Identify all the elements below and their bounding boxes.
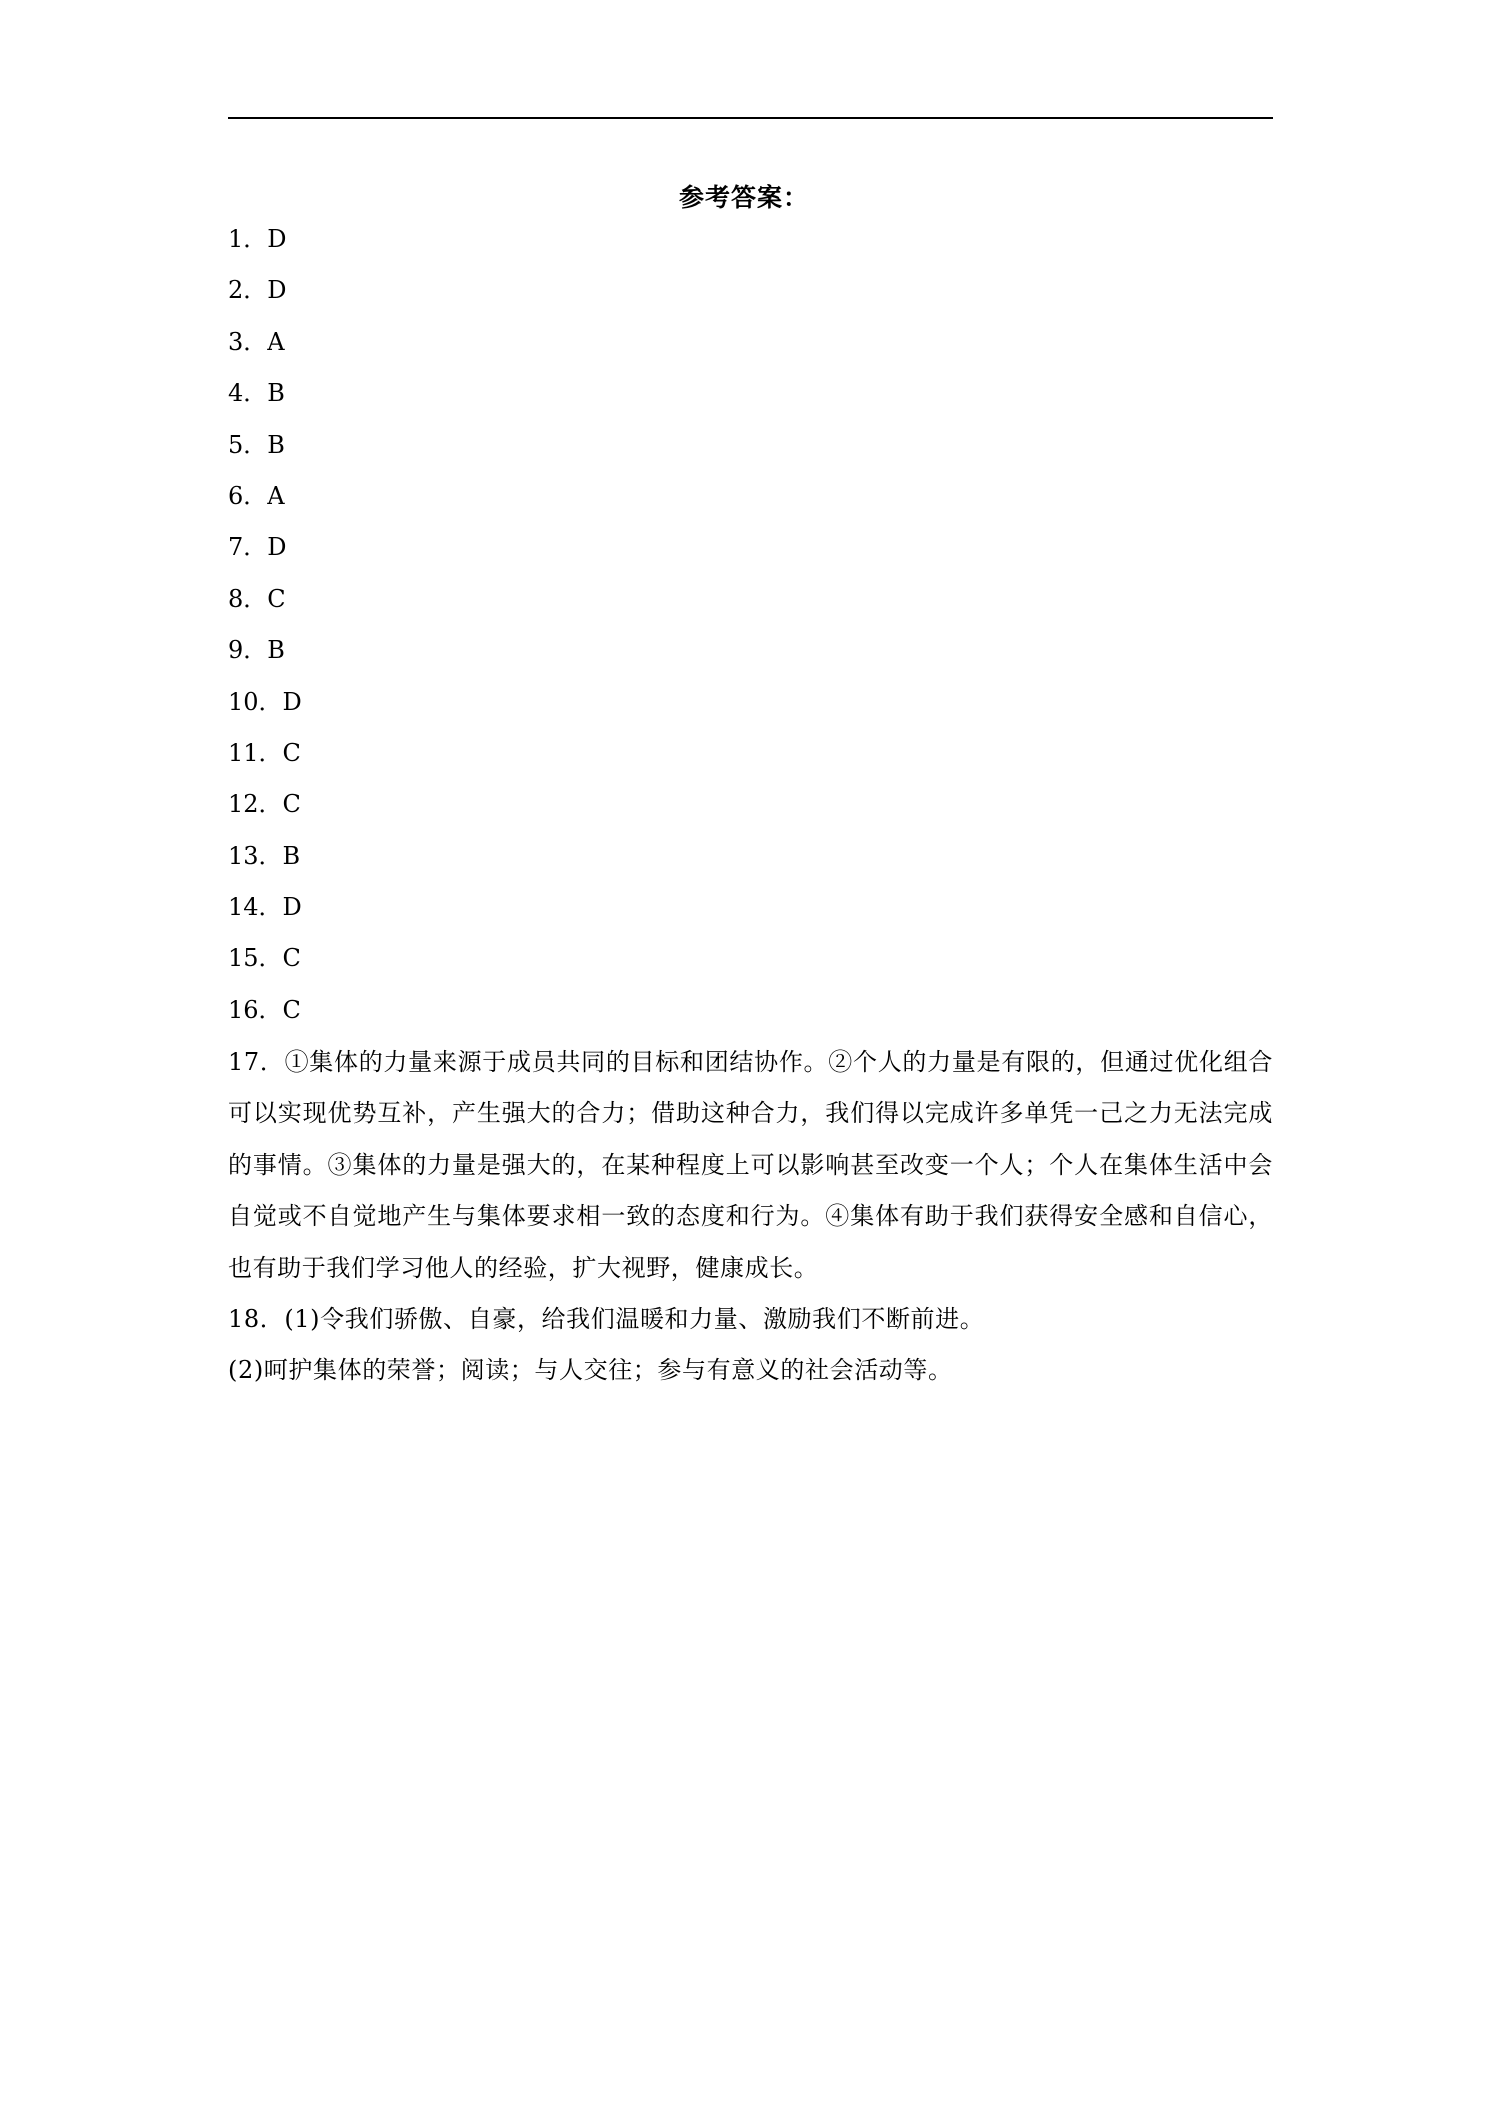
- answer-value: D: [282, 893, 302, 922]
- question-17-answer: [228, 1037, 1273, 1294]
- answer-value: D: [282, 687, 302, 716]
- answer-item: [228, 522, 1273, 573]
- answer-number: 10．: [228, 687, 283, 716]
- answer-number: 6．: [228, 481, 268, 510]
- header-divider: [228, 117, 1273, 119]
- answer-value: D: [267, 225, 287, 253]
- answer-item: [228, 933, 1273, 984]
- answer-number: 3．: [228, 327, 268, 356]
- answer-number: 7．: [228, 533, 268, 562]
- question-18-part-1: (1)令我们骄傲、自豪，给我们温暖和力量、激励我们不断前进。: [284, 1305, 985, 1333]
- answer-value: D: [267, 533, 287, 562]
- answer-value: C: [267, 584, 286, 613]
- question-17-text: ①集体的力量来源于成员共同的目标和团结协作。②个人的力量是有限的，但通过优化组合可以实现优势互补，产生强大的合力；借助这种合力，我们得以完成许多单凭一己之力无法完成的事情。③集体的力量是强大的，在某种程度上可以影响甚至改变一个人；个人在集体生活中会自觉或不自觉地产生与集体要求相一致的态度和行为。④集体有助于我们获得安全感和自信心，也有助于我们学习他人的经验，扩大视野，健康成长。: [228, 1048, 1274, 1282]
- answer-number: 13．: [228, 841, 283, 870]
- answer-item: [228, 831, 1273, 882]
- answer-number: 4．: [228, 379, 268, 408]
- question-18-part-2: (2)呵护集体的荣誉；阅读；与人交往；参与有意义的社会活动等。: [228, 1356, 953, 1385]
- answer-number: 1．: [228, 225, 268, 253]
- answer-item: [228, 471, 1273, 522]
- answer-value: C: [282, 738, 301, 767]
- answer-value: B: [267, 636, 285, 665]
- choice-answer-list: [228, 214, 1273, 1036]
- page-title: 参考答案：: [678, 183, 809, 212]
- question-18-answer: [228, 1294, 1273, 1397]
- answer-number: 16．: [228, 995, 283, 1024]
- answer-item: [228, 625, 1273, 676]
- answer-item: [228, 779, 1273, 830]
- answer-number: 14．: [228, 893, 283, 922]
- answer-number: 11．: [228, 738, 283, 767]
- answer-value: B: [282, 841, 301, 870]
- answer-item: [228, 368, 1273, 419]
- answer-number: 12．: [228, 790, 283, 819]
- answer-item: [228, 985, 1273, 1036]
- answer-value: A: [267, 481, 285, 510]
- answer-item: [228, 420, 1273, 471]
- question-18-number: 18．: [228, 1305, 285, 1333]
- answer-number: 5．: [228, 430, 268, 459]
- answer-value: B: [267, 430, 285, 459]
- answer-value: B: [267, 379, 285, 408]
- answer-item: [228, 677, 1273, 728]
- answer-item: [228, 265, 1273, 316]
- answer-value: C: [282, 790, 301, 819]
- answer-item: [228, 728, 1273, 779]
- answer-number: 15．: [228, 944, 283, 973]
- question-17-number: 17．: [228, 1048, 285, 1076]
- answer-number: 8．: [228, 584, 268, 613]
- answer-number: 2．: [228, 276, 268, 305]
- answer-item: [228, 214, 1273, 265]
- answer-number: 9．: [228, 636, 268, 665]
- answer-item: [228, 574, 1273, 625]
- answer-value: C: [282, 995, 301, 1024]
- question-18-part-1-line: [228, 1294, 1273, 1345]
- answer-item: [228, 317, 1273, 368]
- answer-item: [228, 882, 1273, 933]
- answer-value: D: [267, 276, 287, 305]
- answer-value: A: [267, 327, 285, 356]
- answer-value: C: [282, 944, 301, 973]
